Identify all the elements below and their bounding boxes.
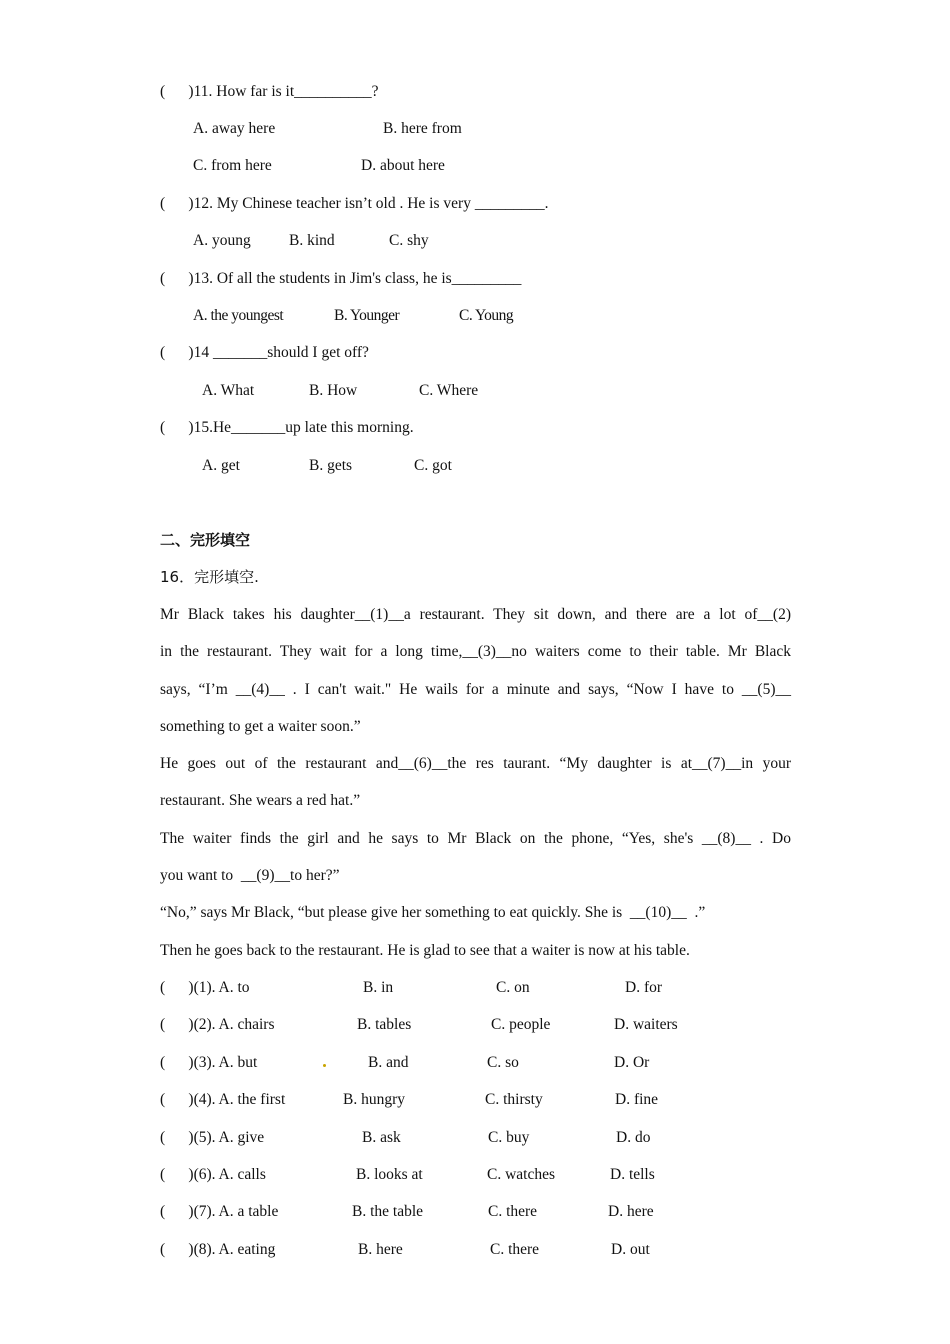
answer-6-c[interactable]: C. watches	[487, 1166, 556, 1183]
answer-7-a[interactable]: ( )(7). A. a table	[160, 1203, 279, 1220]
passage-line-8: you want to __(9)__to her?”	[160, 867, 340, 884]
answer-3-a[interactable]: ( )(3). A. but	[160, 1054, 258, 1071]
section-heading: 二、完形填空	[160, 531, 251, 549]
answer-2-d[interactable]: D. waiters	[614, 1016, 678, 1033]
answer-5-d[interactable]: D. do	[616, 1129, 651, 1146]
question-15-stem: ( )15.He_______up late this morning.	[160, 419, 414, 436]
answer-6-b[interactable]: B. looks at	[356, 1166, 423, 1183]
passage-line-3: says, “I’m __(4)__ . I can't wait." He wails for a minute and says, “Now I have to __(5)__	[160, 681, 791, 698]
answer-3-d[interactable]: D. Or	[614, 1054, 650, 1071]
answer-2-b[interactable]: B. tables	[357, 1016, 412, 1033]
q12-option-a[interactable]: A. young	[193, 232, 251, 249]
q15-option-c[interactable]: C. got	[414, 457, 452, 474]
q14-option-c[interactable]: C. Where	[419, 382, 479, 399]
answer-8-c[interactable]: C. there	[490, 1241, 540, 1258]
answer-5-c[interactable]: C. buy	[488, 1129, 530, 1146]
answer-8-a[interactable]: ( )(8). A. eating	[160, 1241, 276, 1258]
question-16-number: 16．完形填空.	[160, 568, 259, 586]
answer-1-c[interactable]: C. on	[496, 979, 530, 996]
passage-line-7: The waiter finds the girl and he says to Mr Black on the phone, “Yes, she's __(8)__ . Do	[160, 830, 791, 847]
answer-5-b[interactable]: B. ask	[362, 1129, 401, 1146]
answer-1-b[interactable]: B. in	[363, 979, 394, 996]
answer-6-a[interactable]: ( )(6). A. calls	[160, 1166, 266, 1183]
q11-option-c[interactable]: C. from here	[193, 157, 272, 174]
answer-5-a[interactable]: ( )(5). A. give	[160, 1129, 265, 1146]
answer-4-d[interactable]: D. fine	[615, 1091, 659, 1108]
passage-line-4: something to get a waiter soon.”	[160, 718, 361, 735]
answer-7-b[interactable]: B. the table	[352, 1203, 424, 1220]
answer-2-a[interactable]: ( )(2). A. chairs	[160, 1016, 275, 1033]
passage-line-9: “No,” says Mr Black, “but please give her something to eat quickly. She is __(10)__ .”	[160, 904, 706, 921]
answer-3-c[interactable]: C. so	[487, 1054, 519, 1071]
answer-4-b[interactable]: B. hungry	[343, 1091, 405, 1108]
answer-3-b[interactable]: B. and	[368, 1054, 409, 1071]
answer-4-c[interactable]: C. thirsty	[485, 1091, 543, 1108]
answer-1-d[interactable]: D. for	[625, 979, 663, 996]
question-13-stem: ( )13. Of all the students in Jim's class, he is_________	[160, 270, 522, 287]
q13-option-a[interactable]: A. the youngest	[193, 307, 284, 324]
answer-1-a[interactable]: ( )(1). A. to	[160, 979, 250, 996]
q15-option-a[interactable]: A. get	[202, 457, 240, 474]
q12-option-b[interactable]: B. kind	[289, 232, 335, 249]
answer-8-b[interactable]: B. here	[358, 1241, 403, 1258]
q13-option-c[interactable]: C. Young	[459, 307, 514, 324]
q11-option-d[interactable]: D. about here	[361, 157, 445, 174]
q11-option-b[interactable]: B. here from	[383, 120, 462, 137]
question-12-stem: ( )12. My Chinese teacher isn’t old . He is very _________.	[160, 195, 549, 212]
answer-8-d[interactable]: D. out	[611, 1241, 650, 1258]
passage-line-2: in the restaurant. They wait for a long time,__(3)__no waiters come to their table. Mr Black	[160, 643, 791, 660]
passage-line-10: Then he goes back to the restaurant. He is glad to see that a waiter is now at his table.	[160, 942, 690, 959]
question-11-stem: ( )11. How far is it__________?	[160, 83, 379, 100]
answer-6-d[interactable]: D. tells	[610, 1166, 655, 1183]
passage-line-5: He goes out of the restaurant and__(6)__the res taurant. “My daughter is at__(7)__in your	[160, 755, 791, 772]
q13-option-b[interactable]: B. Younger	[334, 307, 400, 324]
q14-option-b[interactable]: B. How	[309, 382, 358, 399]
answer-2-c[interactable]: C. people	[491, 1016, 551, 1033]
answer-7-c[interactable]: C. there	[488, 1203, 538, 1220]
answer-4-a[interactable]: ( )(4). A. the first	[160, 1091, 286, 1108]
q12-option-c[interactable]: C. shy	[389, 232, 429, 249]
passage-line-6: restaurant. She wears a red hat.”	[160, 792, 361, 809]
stray-dot	[323, 1064, 326, 1067]
passage-line-1: Mr Black takes his daughter__(1)__a restaurant. They sit down, and there are a lot of__(2)	[160, 606, 791, 623]
question-14-stem: ( )14 _______should I get off?	[160, 344, 369, 361]
q11-option-a[interactable]: A. away here	[193, 120, 276, 137]
q15-option-b[interactable]: B. gets	[309, 457, 353, 474]
answer-7-d[interactable]: D. here	[608, 1203, 654, 1220]
q14-option-a[interactable]: A. What	[202, 382, 255, 399]
